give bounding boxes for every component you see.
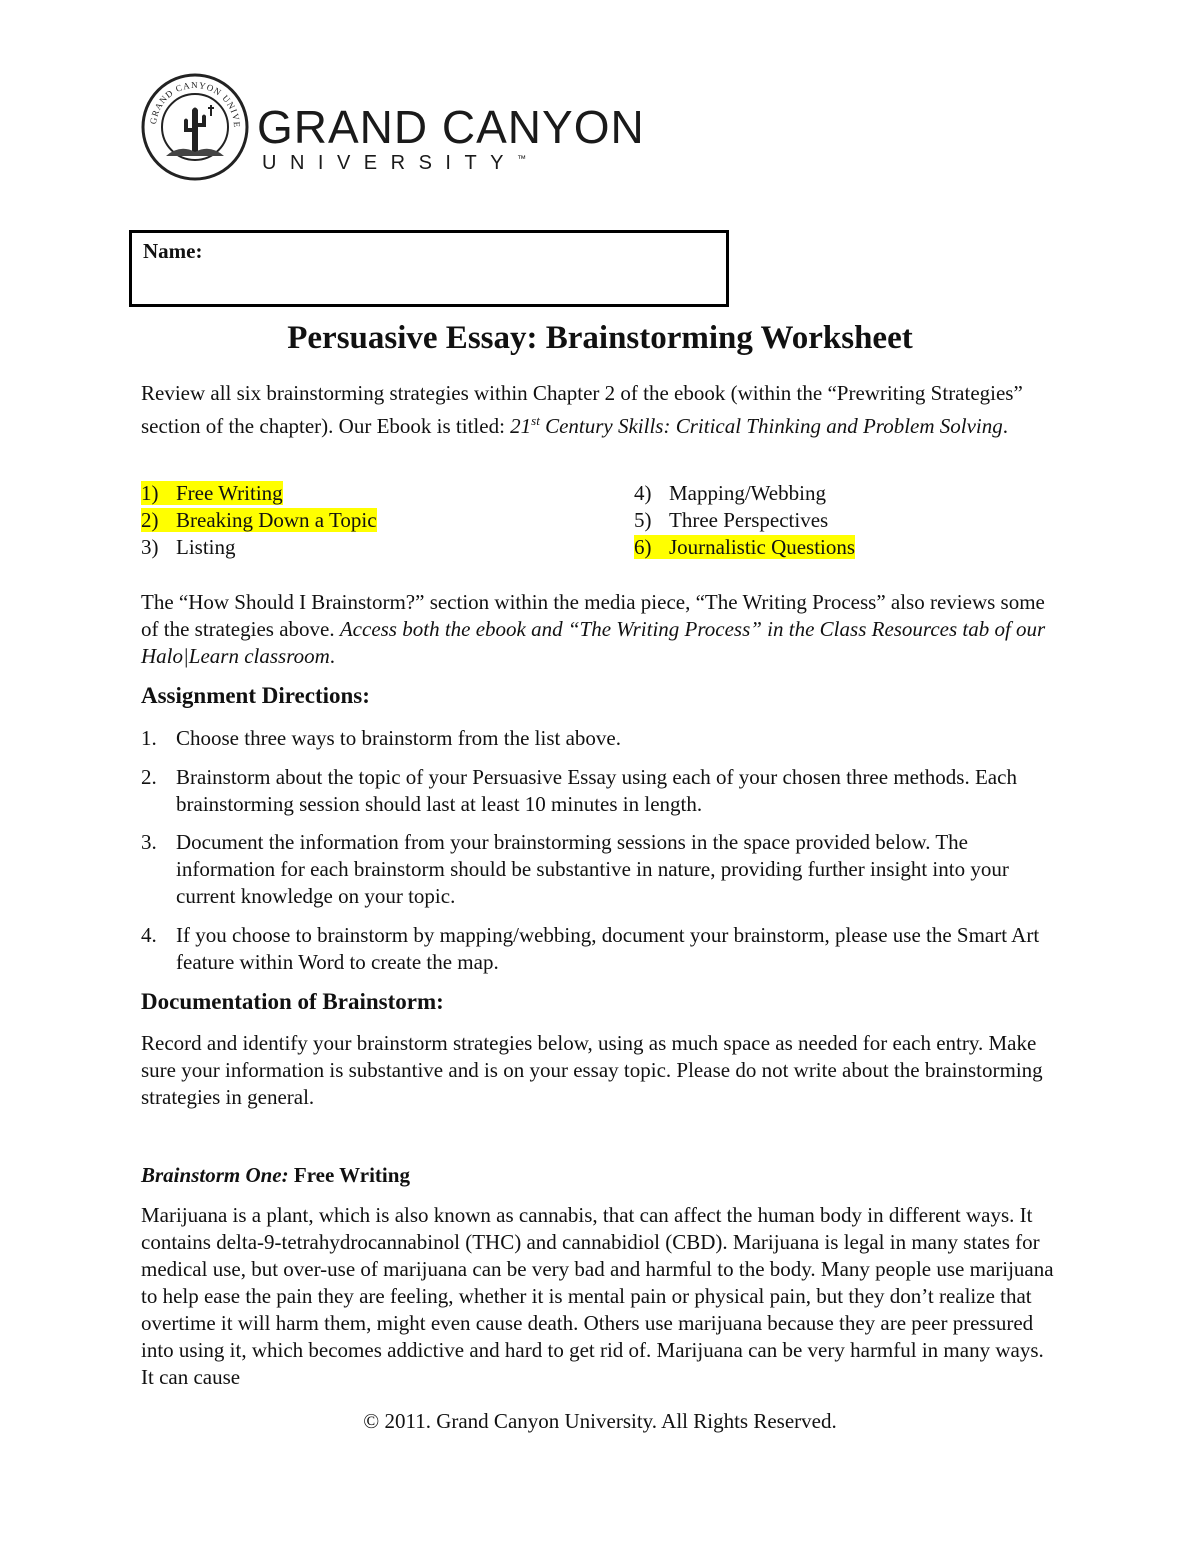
direction-item: [141, 829, 1061, 910]
media-end: .: [329, 644, 336, 668]
book-title-ordinal: st: [531, 413, 540, 428]
strategy-label: Listing: [176, 535, 236, 559]
page-title: Persuasive Essay: Brainstorming Worksheet: [287, 320, 913, 356]
direction-text: Document the information from your brainstorming sessions in the space provided below. The information for each brainstorm should be substantive in nature, providing further insight into your current knowledge on your topic.: [176, 830, 1009, 908]
brainstorm-one-method: Free Writing: [288, 1163, 410, 1187]
direction-text: If you choose to brainstorm by mapping/webbing, document your brainstorm, please use the Smart Art feature within Word to create the map.: [176, 923, 1040, 974]
strategy-label: Breaking Down a Topic: [176, 508, 377, 532]
list-item: [141, 480, 377, 507]
media-text: The “How Should I Brainstorm?” section within the media piece, “The Writing Process” also reviews some of the strategies above.: [141, 590, 1045, 641]
brainstorm-one-heading: [141, 1163, 410, 1188]
strategy-number: 3): [141, 535, 159, 559]
strategy-label: Journalistic Questions: [669, 535, 856, 559]
logo-wordmark-line1: GRAND CANYON: [257, 101, 645, 153]
intro-text: Review all six brainstorming strategies within Chapter 2 of the ebook (within the “Prewriting Strategies” section of the chapter). Our Ebook is titled:: [141, 381, 1023, 438]
brainstorm-one-text: Marijuana is a plant, which is also known as cannabis, that can affect the human body in different ways. It contains delta-9-tetrahydrocannabinol (THC) and cannabidiol (CBD). Marijuana is legal in many states for medical use, but over-use of marijuana can be very bad and harmful to the body. Many people use marijuana to help ease the pain they are feeling, whether it is mental pain or physical pain, but they don’t realize that overtime it will harm them, might even cause death. Others use marijuana because they are peer pressured into using it, which becomes addictive and hard to get rid of. Marijuana can be very harmful in many ways. It can cause: [141, 1203, 1054, 1389]
strategy-label: Free Writing: [176, 481, 283, 505]
direction-number: 4.: [141, 923, 157, 947]
strategy-1-highlight: [141, 481, 283, 505]
direction-item: [141, 725, 1061, 752]
name-field[interactable]: [129, 230, 729, 307]
trademark-symbol: ™: [517, 153, 527, 164]
name-label: Name:: [143, 239, 203, 263]
direction-number: 3.: [141, 830, 157, 854]
brainstorm-one-label: Brainstorm One:: [141, 1163, 289, 1187]
copyright-footer: © 2011. Grand Canyon University. All Rights Reserved.: [363, 1409, 837, 1433]
logo-wordmark-line2: [262, 152, 526, 175]
strategy-list-left: [141, 480, 377, 561]
logo-university-text: UNIVERSITY: [262, 152, 518, 174]
direction-text: Choose three ways to brainstorm from the list above.: [176, 726, 621, 750]
direction-text: Brainstorm about the topic of your Persuasive Essay using each of your chosen three methods. Each brainstorming session should last at least 10 minutes in length.: [176, 765, 1017, 816]
list-item: [634, 534, 855, 561]
media-italic-text: Access both the ebook and “The Writing Process” in the Class Resources tab of our Halo|Learn classroom: [141, 617, 1046, 668]
documentation-heading: Documentation of Brainstorm:: [141, 989, 444, 1014]
intro-paragraph: [141, 380, 1061, 440]
strategy-label: Mapping/Webbing: [669, 481, 826, 505]
strategy-number: 1): [141, 481, 159, 505]
seal-text: GRAND CANYON UNIVE: [147, 79, 243, 129]
direction-item: [141, 922, 1061, 976]
assignment-heading: Assignment Directions:: [141, 683, 370, 708]
direction-item: [141, 764, 1061, 818]
book-title: Century Skills: Critical Thinking and Problem Solving: [539, 414, 1003, 438]
strategy-2-highlight: [141, 508, 377, 532]
strategy-label: Three Perspectives: [669, 508, 829, 532]
list-item: [141, 507, 377, 534]
list-item: [634, 480, 855, 507]
list-item: [141, 534, 377, 561]
strategy-number: 2): [141, 508, 159, 532]
intro-end: .: [1002, 414, 1009, 438]
list-item: [634, 507, 855, 534]
direction-number: 2.: [141, 765, 157, 789]
documentation-paragraph: Record and identify your brainstorm strategies below, using as much space as needed for each entry. Make sure your information is substantive and is on your essay topic. Please do not write about the brainstorming strategies in general.: [141, 1031, 1043, 1109]
strategy-number: 5): [634, 508, 652, 532]
university-seal: [140, 72, 250, 182]
direction-number: 1.: [141, 726, 157, 750]
strategy-6-highlight: [634, 535, 855, 559]
strategy-list-right: [634, 480, 855, 561]
strategy-number: 4): [634, 481, 652, 505]
media-paragraph: [141, 589, 1061, 670]
strategy-number: 6): [634, 535, 652, 559]
book-title-number: 21: [510, 414, 532, 438]
